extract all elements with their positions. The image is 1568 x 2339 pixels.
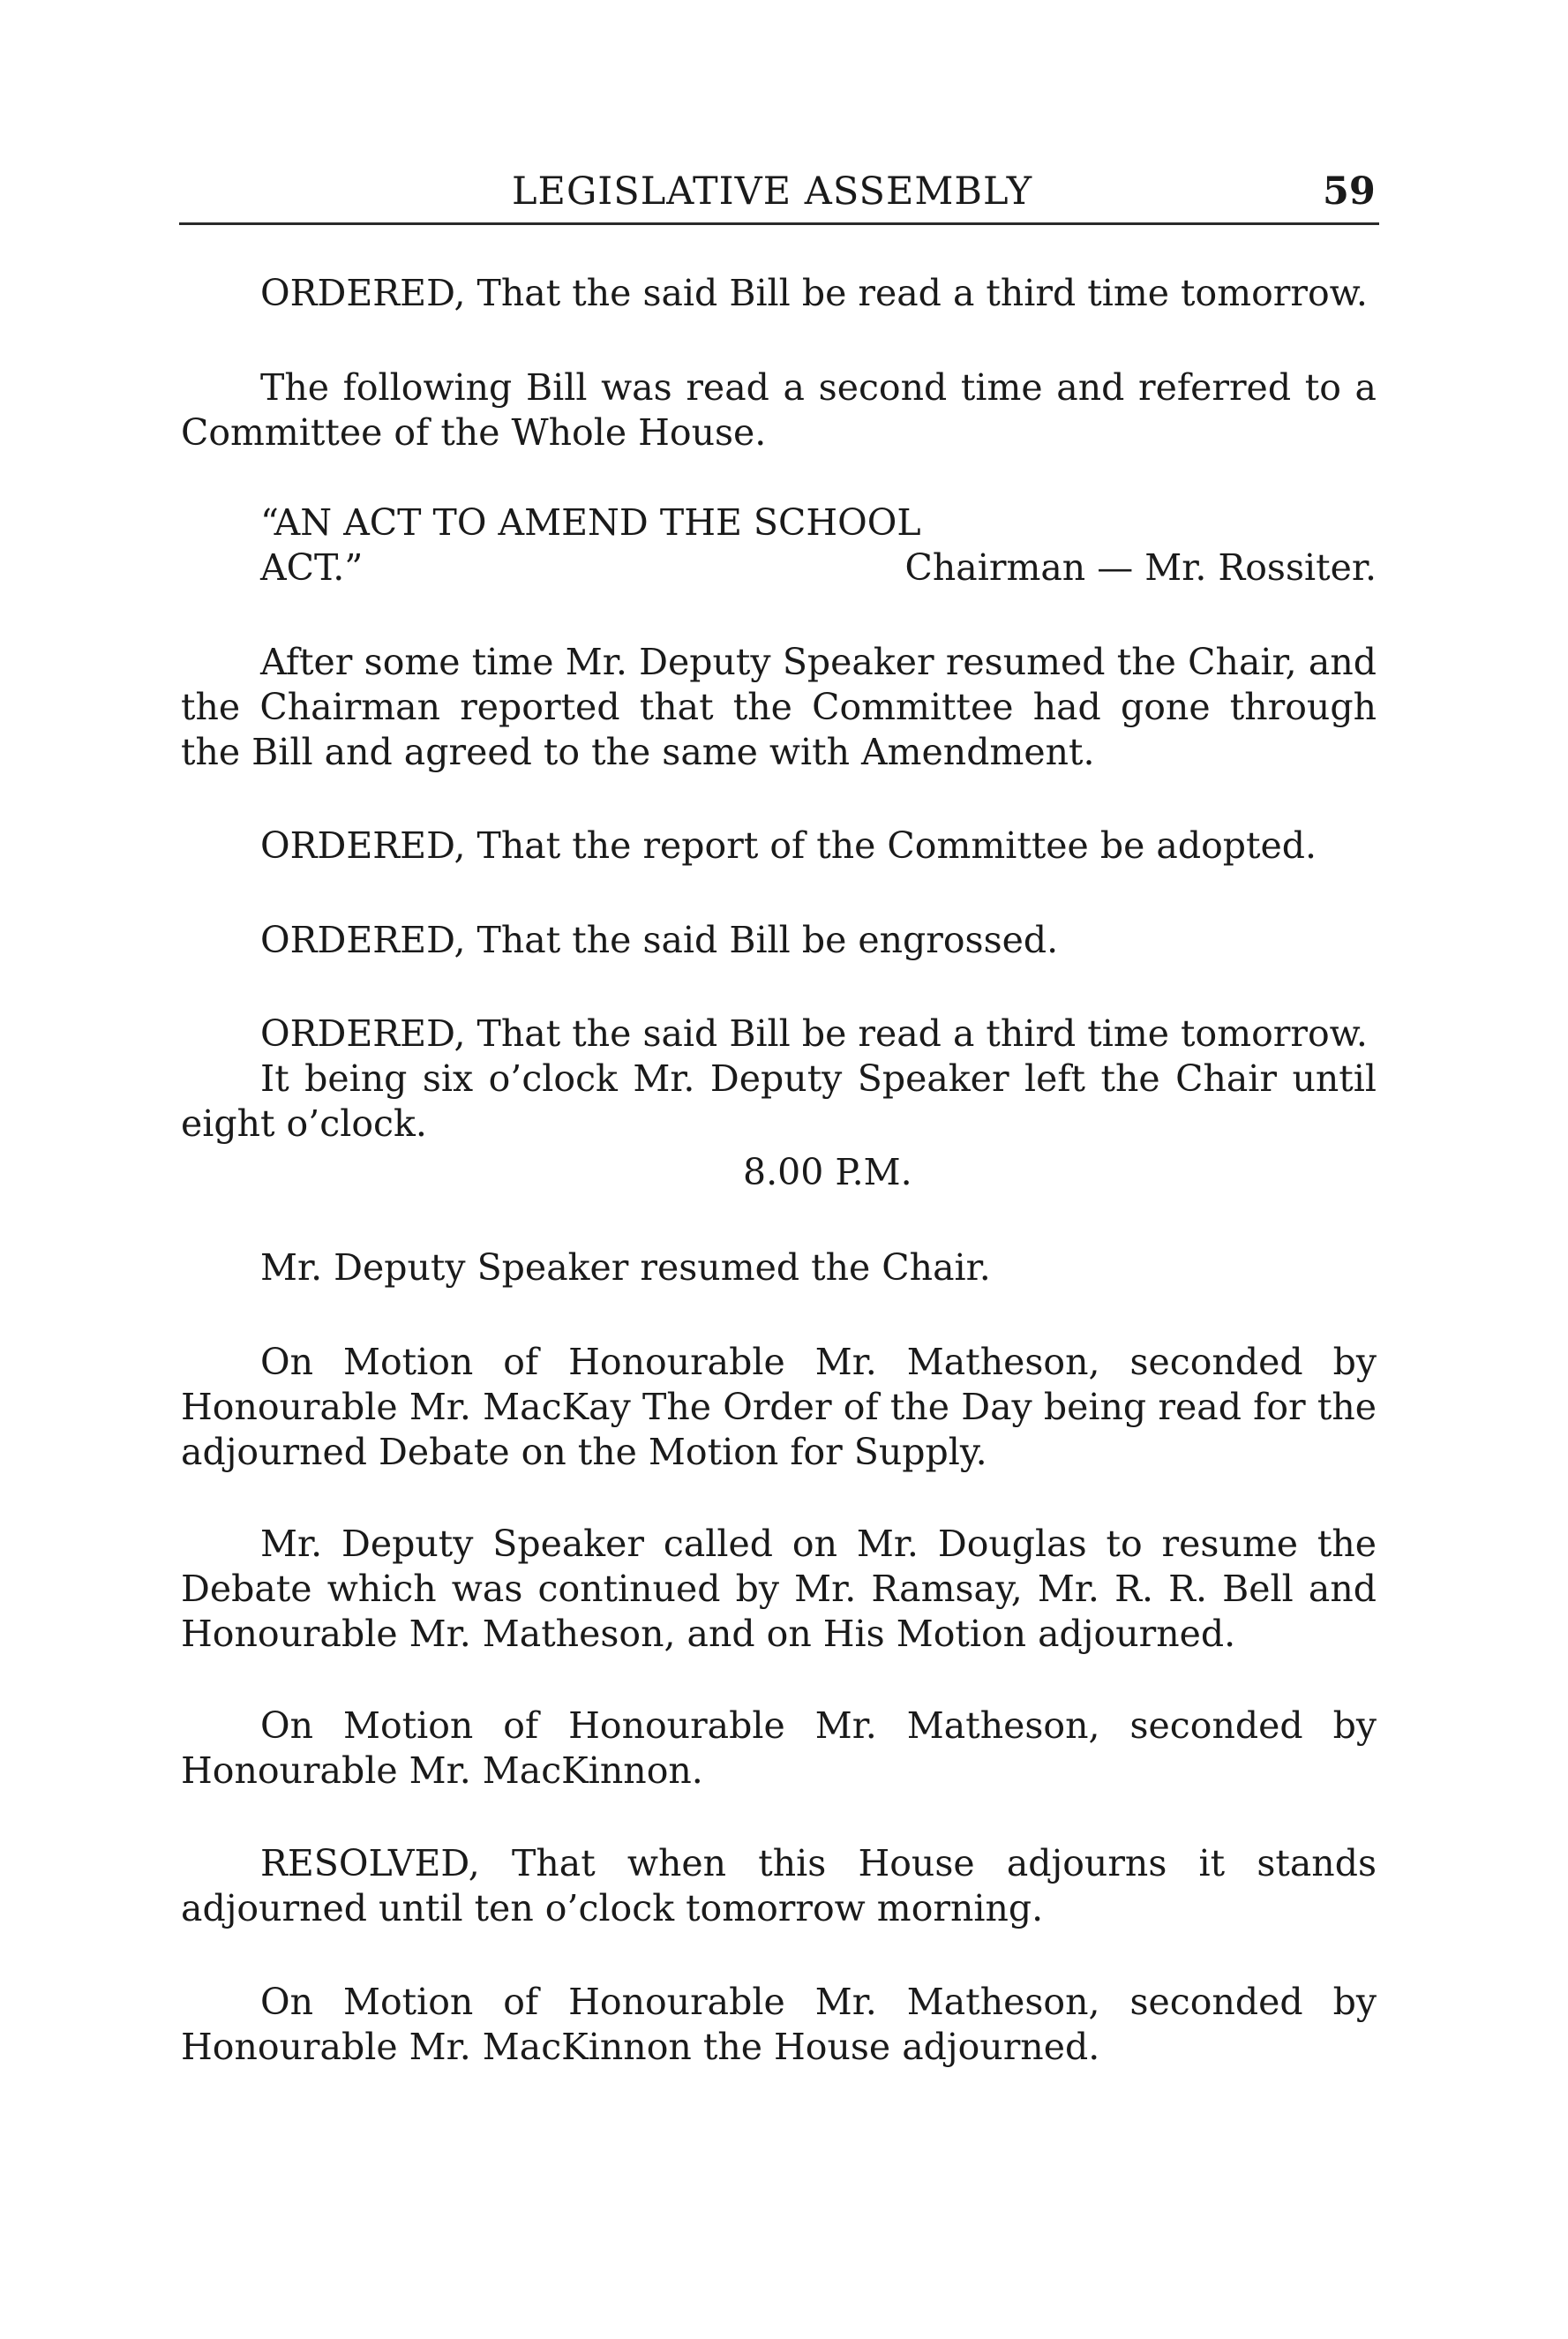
paragraph-debate-continued: Mr. Deputy Speaker called on Mr. Douglas to resume the Debate which was continued by Mr. Ramsay, Mr. R. R. Bell and Honourable Mr. Matheson, and on His Motion adjourned. [181, 1523, 1377, 1655]
paragraph-six-oclock-recess: It being six o’clock Mr. Deputy Speaker left the Chair until eight o’clock. [181, 1057, 1377, 1145]
paragraph-motion-mackinnon: On Motion of Honourable Mr. Matheson, seconded by Honourable Mr. MacKinnon. [181, 1704, 1377, 1792]
session-time: 8.00 P.M. [743, 1151, 912, 1193]
paragraph-committee-report: After some time Mr. Deputy Speaker resumed the Chair, and the Chairman reported that the Committee had gone through the Bill and agreed to the same with Amendment. [181, 641, 1377, 773]
act-title-line-1: “AN ACT TO AMEND THE SCHOOL [260, 501, 921, 544]
paragraph-motion-supply: On Motion of Honourable Mr. Matheson, seconded by Honourable Mr. MacKay The Order of the Day being read for the adjourned Debate on the Motion for Supply. [181, 1341, 1377, 1473]
page-number: 59 [1323, 169, 1376, 214]
act-title-line-2: ACT.” [260, 546, 364, 589]
paragraph-bill-second-reading: The following Bill was read a second time and referred to a Committee of the Whole House. [181, 366, 1377, 454]
paragraph-house-adjourned: On Motion of Honourable Mr. Matheson, seconded by Honourable Mr. MacKinnon the House adjourned. [181, 1981, 1377, 2068]
paragraph-resolved-adjourn: RESOLVED, That when this House adjourns it stands adjourned until ten o’clock tomorrow morning. [181, 1842, 1377, 1929]
header-rule [179, 222, 1379, 225]
paragraph-bill-engrossed: ORDERED, That the said Bill be engrossed. [260, 919, 1059, 961]
paragraph-speaker-resumed: Mr. Deputy Speaker resumed the Chair. [260, 1246, 991, 1289]
paragraph-ordered-third-reading: ORDERED, That the said Bill be read a third time tomorrow. [260, 272, 1368, 314]
act-title-block [260, 500, 1377, 590]
paragraph-report-adopted: ORDERED, That the report of the Committee be adopted. [260, 824, 1317, 867]
paragraph-ordered-third-reading-2: ORDERED, That the said Bill be read a third time tomorrow. [260, 1012, 1368, 1055]
act-chairman: Chairman — Mr. Rossiter. [904, 546, 1377, 589]
running-header-title: LEGISLATIVE ASSEMBLY [512, 169, 1033, 214]
